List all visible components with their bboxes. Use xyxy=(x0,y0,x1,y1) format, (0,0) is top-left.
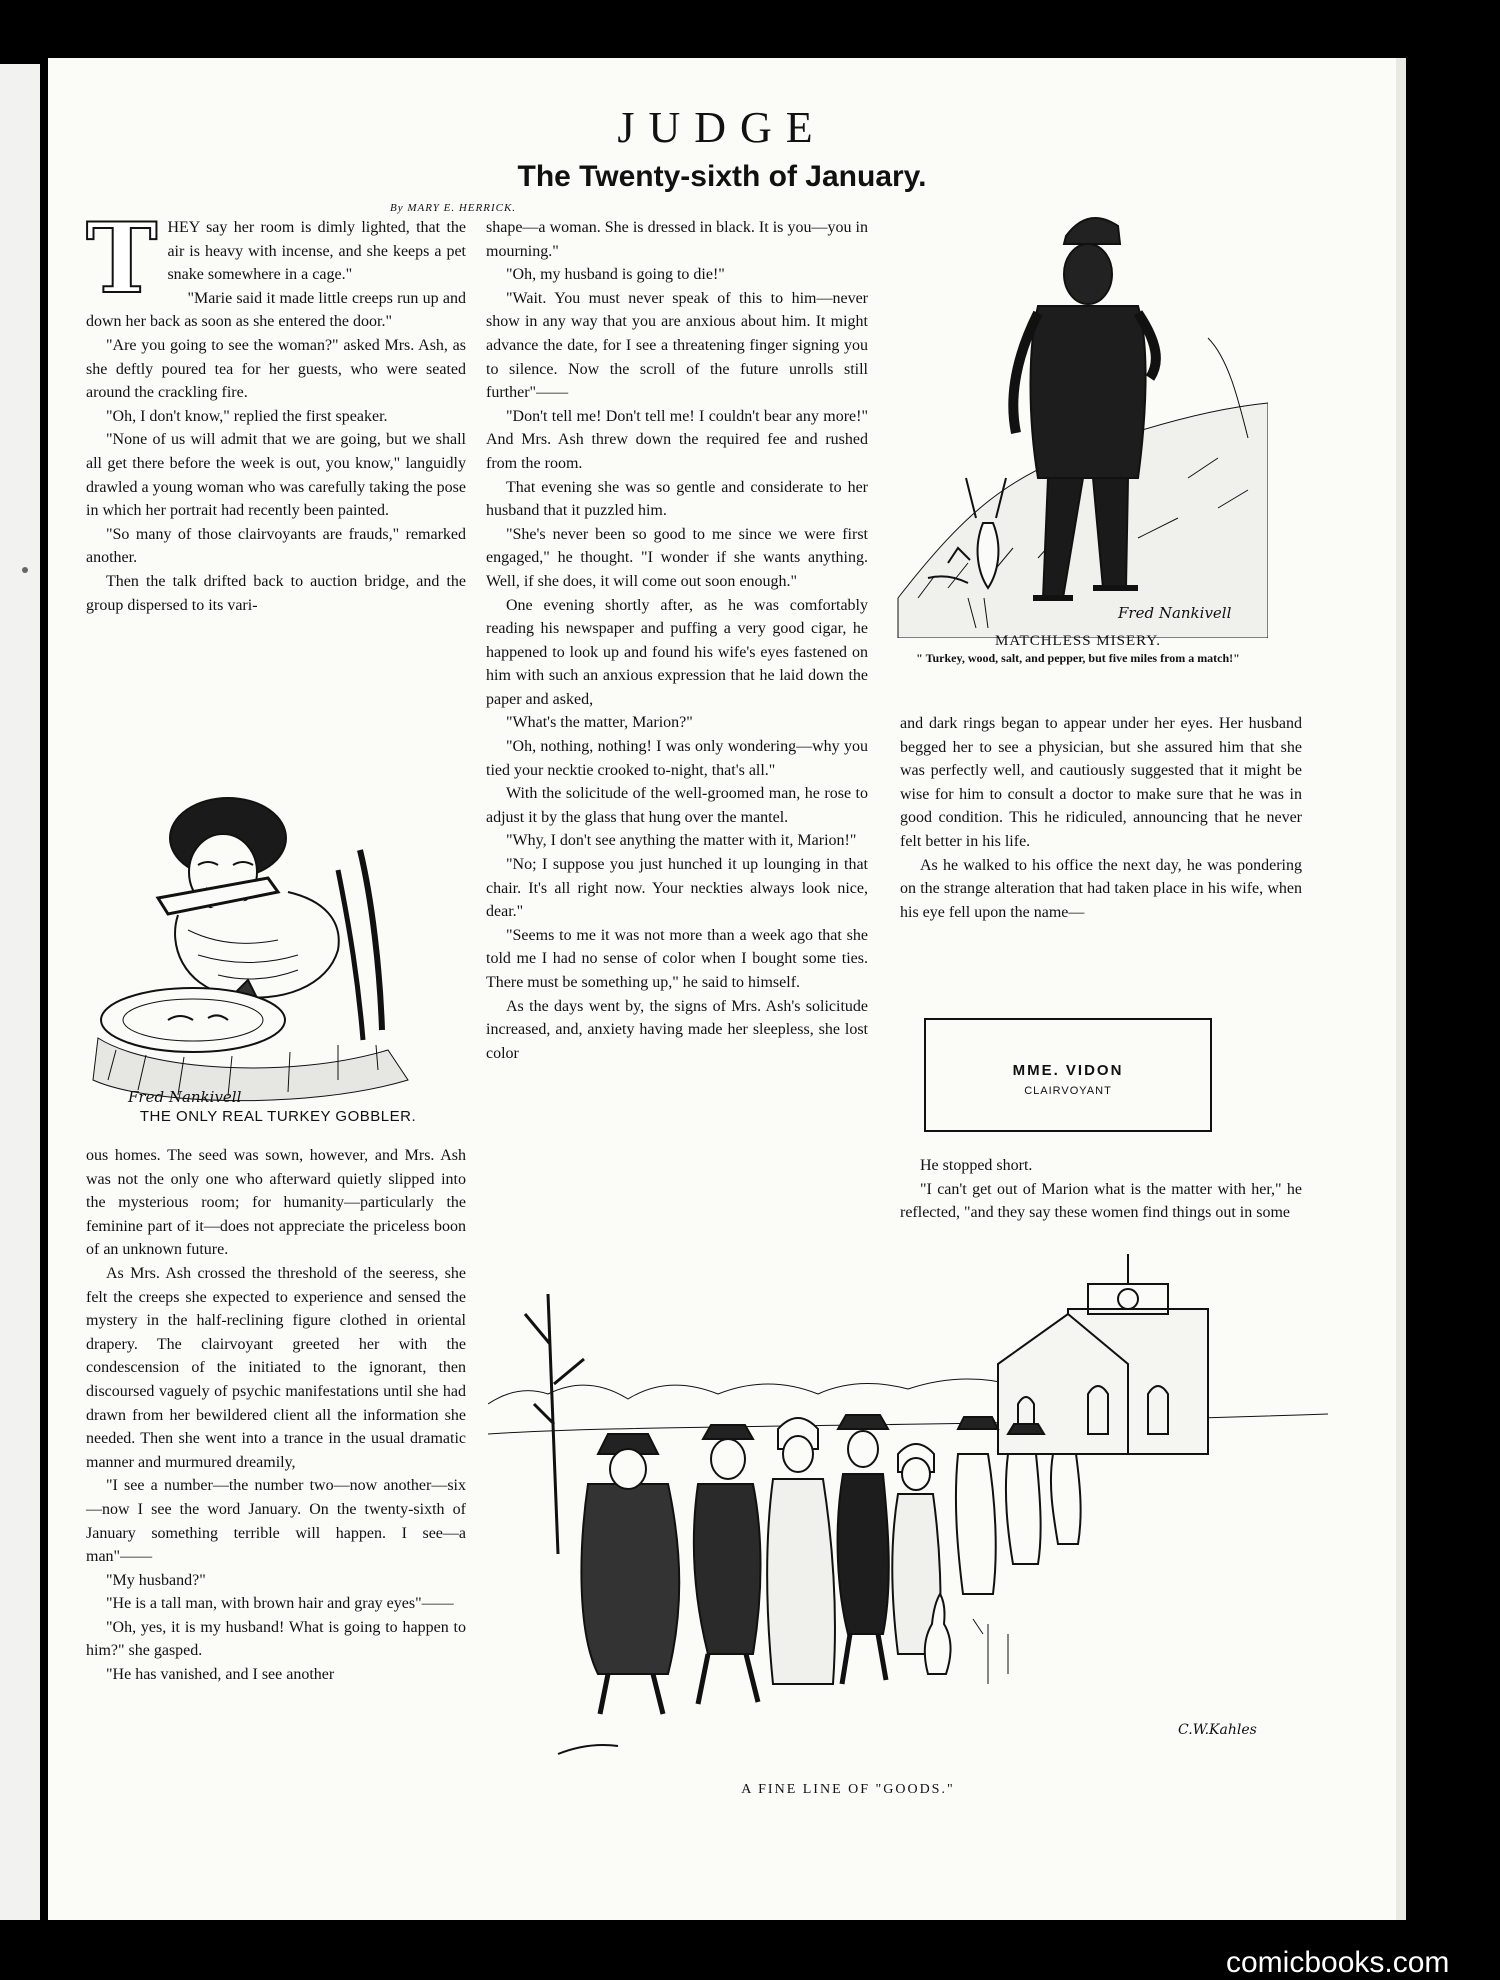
article-paragraph: As the days went by, the signs of Mrs. Ash's solicitude increased, and, anxiety having made her sleepless, she lost color xyxy=(486,997,868,1062)
article-paragraph: "I see a number—the number two—now another—six—now I see the word January. On the twenty-sixth of January something terrible will happen. I see—a man"—— xyxy=(86,1477,466,1566)
article-paragraph: As Mrs. Ash crossed the threshold of the seeress, she felt the creeps she expected to experience and sensed the mystery in the half-reclining figure clothed in oriental drapery. The clairvoyant greeted her with the condescension of the initiated to the ignorant, then discoursed vaguely of psychic manifestations until she had drawn from her bewildered client all the information she needed. Then she went into a trance in the usual dramatic manner and murmured dreamily, xyxy=(86,1264,466,1471)
article-paragraph: "Marie said it made little creeps run up and down her back as soon as she entered the door." xyxy=(86,289,466,331)
matchless-misery-illustration xyxy=(888,178,1268,638)
article-paragraph: shape—a woman. She is dressed in black. It is you—you in mourning." xyxy=(486,219,868,260)
turkey-gobbler-signature: Fred Nankivell xyxy=(128,1088,242,1106)
byline: By MARY E. HERRICK. xyxy=(390,202,517,214)
article-paragraph: "Oh, my husband is going to die!" xyxy=(506,266,725,284)
magazine-page xyxy=(48,58,1396,1920)
article-paragraph: "Don't tell me! Don't tell me! I couldn't bear any more!" And Mrs. Ash threw down the required fee and rushed from the room. xyxy=(486,407,868,472)
article-paragraph: "None of us will admit that we are going, but we shall all get there before the week is out, you know," languidly drawled a young woman who was carefully taking the pose in which her portrait had recently been painted. xyxy=(86,431,466,520)
column-1-bottom xyxy=(86,1144,466,1687)
article-paragraph: "Are you going to see the woman?" asked Mrs. Ash, as she deftly poured tea for her guests, who were seated around the crackling fire. xyxy=(86,336,466,402)
column-3-bottom xyxy=(900,1154,1302,1225)
article-paragraph: "Why, I don't see anything the matter with it, Marion!" xyxy=(506,832,857,850)
article-paragraph: That evening she was so gentle and considerate to her husband that it puzzled him. xyxy=(486,478,868,520)
article-paragraph: ous homes. The seed was sown, however, and Mrs. Ash was not the only one who afterward quietly slipped into the mysterious room; for humanity—particularly the feminine part of it—does not appreciate the priceless boon of an unknown future. xyxy=(86,1147,466,1259)
scan-speck xyxy=(22,567,28,573)
fine-line-of-goods-illustration xyxy=(488,1254,1328,1794)
article-paragraph: "He is a tall man, with brown hair and gray eyes"—— xyxy=(106,1595,454,1613)
article-paragraph: "So many of those clairvoyants are frauds," remarked another. xyxy=(86,525,466,567)
article-paragraph: Then the talk drifted back to auction bridge, and the group dispersed to its vari- xyxy=(86,572,466,614)
article-paragraph: "He has vanished, and I see another xyxy=(106,1666,335,1684)
fine-line-signature: C.W.Kahles xyxy=(1178,1722,1257,1738)
article-paragraph: "Oh, I don't know," replied the first speaker. xyxy=(106,407,388,425)
article-paragraph: "What's the matter, Marion?" xyxy=(506,714,693,732)
article-paragraph: With the solicitude of the well-groomed man, he rose to adjust it by the glass that hung over the mantel. xyxy=(486,785,868,826)
article-paragraph: "She's never been so good to me since we were first engaged," he thought. "I wonder if she wants anything. Well, if she does, it will come out soon enough." xyxy=(486,525,868,590)
turkey-gobbler-caption: THE ONLY REAL TURKEY GOBBLER. xyxy=(139,1108,417,1125)
drop-cap: T xyxy=(86,202,158,315)
article-paragraph: One evening shortly after, as he was comfortably reading his newspaper and puffing a very good cigar, he happened to look up and found his wife's eyes fastened on him with such an anxious expression that he laid down the paper and asked, xyxy=(486,596,868,708)
article-paragraph: "Oh, nothing, nothing! I was only wondering—why you tied your necktie crooked to-night, that's all." xyxy=(486,738,868,779)
article-paragraph: He stopped short. xyxy=(920,1157,1033,1174)
matchless-misery-caption: MATCHLESS MISERY. xyxy=(995,633,1161,649)
clairvoyant-card xyxy=(924,1018,1212,1132)
turkey-gobbler-illustration xyxy=(88,780,468,1110)
article-paragraph: "My husband?" xyxy=(106,1571,206,1589)
watermark: comicbooks.com xyxy=(1226,1946,1450,1979)
fine-line-caption: A FINE LINE OF "GOODS." xyxy=(741,1782,955,1797)
card-role: CLAIRVOYANT xyxy=(1024,1085,1112,1097)
article-title: The Twenty-sixth of January. xyxy=(517,160,927,193)
column-3 xyxy=(900,712,1302,924)
article-paragraph: "No; I suppose you just hunched it up lounging in that chair. It's all right now. Your neckties always look nice, dear." xyxy=(486,856,868,921)
article-paragraph: "I can't get out of Marion what is the matter with her," he reflected, "and they say these women find things out in some xyxy=(900,1180,1302,1222)
masthead: JUDGE xyxy=(617,103,827,152)
article-paragraph: As he walked to his office the next day, he was pondering on the strange alteration that had taken place in his wife, when his eye fell upon the name— xyxy=(900,856,1302,921)
column-2 xyxy=(486,216,868,1065)
article-paragraph: "Wait. You must never speak of this to him—never show in any way that you are anxious about him. It might advance the date, for I see a threatening finger signing you to silence. Now the scroll of the future unrolls still further"—— xyxy=(486,289,868,402)
article-paragraph: "Oh, yes, it is my husband! What is going to happen to him?" she gasped. xyxy=(86,1618,466,1660)
card-name: MME. VIDON xyxy=(1012,1062,1124,1079)
article-paragraph: "Seems to me it was not more than a week ago that she told me I had no sense of color when I bought some ties. There must be something up," he said to himself. xyxy=(486,926,868,991)
page-edge xyxy=(1396,58,1406,1920)
matchless-misery-subcaption: " Turkey, wood, salt, and pepper, but five miles from a match!" xyxy=(916,651,1240,665)
previous-page-edge xyxy=(0,64,40,1920)
matchless-misery-signature: Fred Nankivell xyxy=(1118,604,1232,622)
article-paragraph: HEY say her room is dimly lighted, that the air is heavy with incense, and she keeps a pet snake somewhere in a cage." xyxy=(167,219,466,284)
article-paragraph: and dark rings began to appear under her eyes. Her husband begged her to see a physician, but she assured him that she was perfectly well, and cautiously suggested that it might be wise for him to consult a doctor to make sure that he was in good condition. This he ridiculed, announcing that he never felt better in his life. xyxy=(900,715,1302,850)
